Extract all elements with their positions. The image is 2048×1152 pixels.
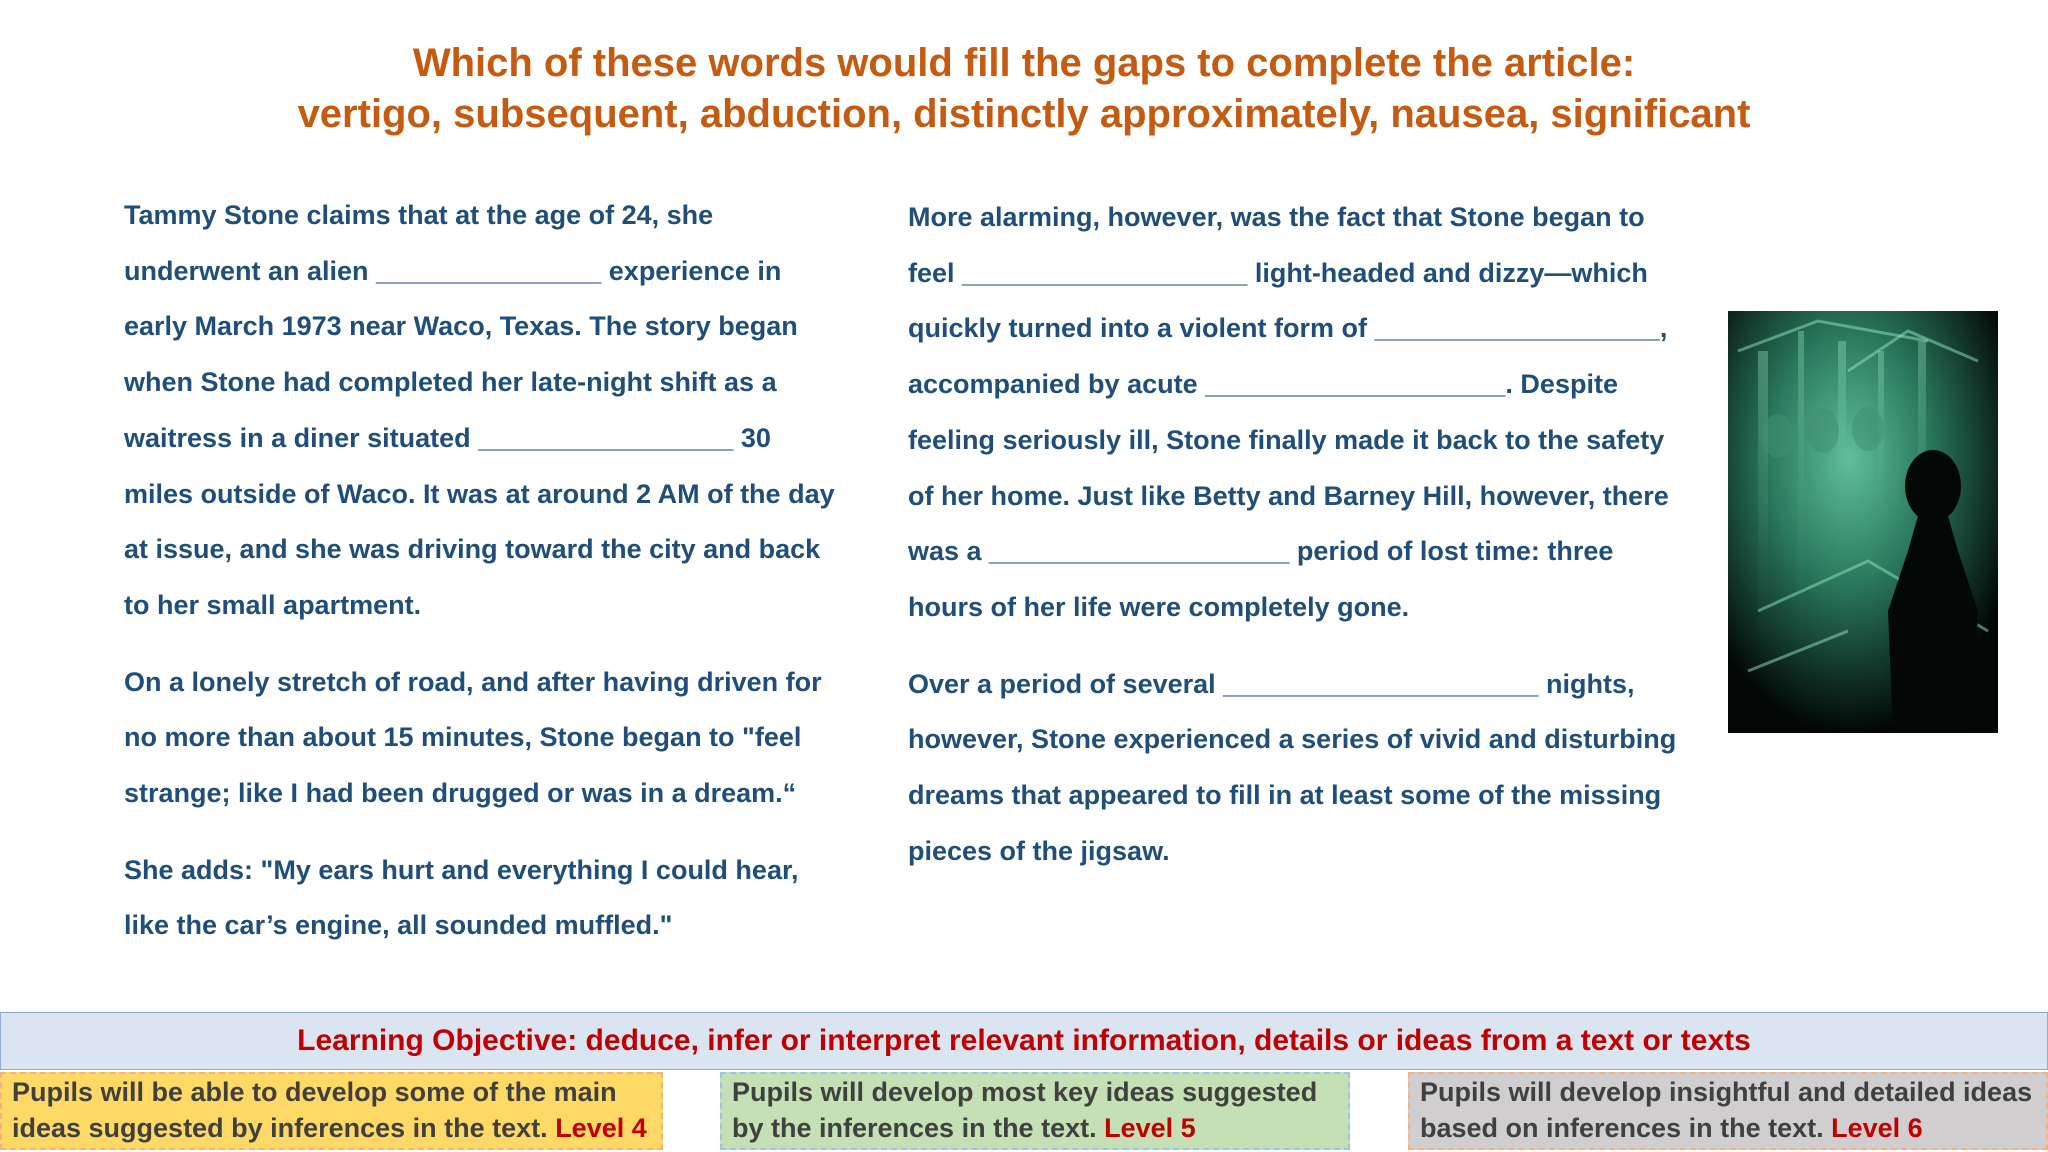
level-label: Level 5 (1104, 1113, 1196, 1143)
level-label: Level 6 (1831, 1113, 1923, 1143)
slide-title (0, 38, 2048, 140)
level-description: Pupils will be able to develop some of the main ideas suggested by inferences in the text. (12, 1077, 617, 1143)
title-line-1: Which of these words would fill the gaps to complete the article: (412, 41, 1636, 85)
article-right-column (908, 190, 1688, 879)
paragraph: Over a period of several _____________________ nights, however, Stone experienced a series of vivid and disturbing dreams that appeared to fill in at least some of the missing pieces of the jigsaw. (908, 668, 1677, 866)
level-description: Pupils will develop insightful and detailed ideas based on inferences in the text. (1420, 1077, 2033, 1143)
alien-silhouette-image (1728, 311, 1998, 733)
level-4-box (0, 1072, 663, 1150)
level-description: Pupils will develop most key ideas suggested by the inferences in the text. (732, 1077, 1318, 1143)
paragraph: On a lonely stretch of road, and after having driven for no more than about 15 minutes, Stone began to "feel strange; like I had been drugged or was in a dream.“ (124, 666, 822, 809)
level-5-box (720, 1072, 1350, 1150)
level-6-box (1408, 1072, 2048, 1150)
paragraph: Tammy Stone claims that at the age of 24, she underwent an alien _______________ experience in early March 1973 near Waco, Texas. The story began when Stone had completed her late-night shift as a waitress in a diner situated _________________ 30 miles outside of Waco. It was at around 2 AM of the day at issue, and she was driving toward the city and back to her small apartment. (124, 200, 835, 620)
article-left-column (124, 188, 844, 954)
learning-objective-banner: Learning Objective: deduce, infer or interpret relevant information, details or ideas from a text or texts (0, 1012, 2048, 1070)
paragraph: More alarming, however, was the fact that Stone began to feel ___________________ light-headed and dizzy—which quickly turned into a violent form of ___________________, accompanied by acute ____________________. Despite feeling seriously ill, Stone finally made it back to the safety of her home. Just like Betty and Barney Hill, however, there was a ____________________ period of lost time: three hours of her life were completely gone. (908, 202, 1669, 622)
title-line-2: vertigo, subsequent, abduction, distinctly approximately, nausea, significant (297, 92, 1751, 136)
level-label: Level 4 (555, 1113, 647, 1143)
paragraph: She adds: "My ears hurt and everything I could hear, like the car’s engine, all sounded muffled." (124, 854, 799, 941)
